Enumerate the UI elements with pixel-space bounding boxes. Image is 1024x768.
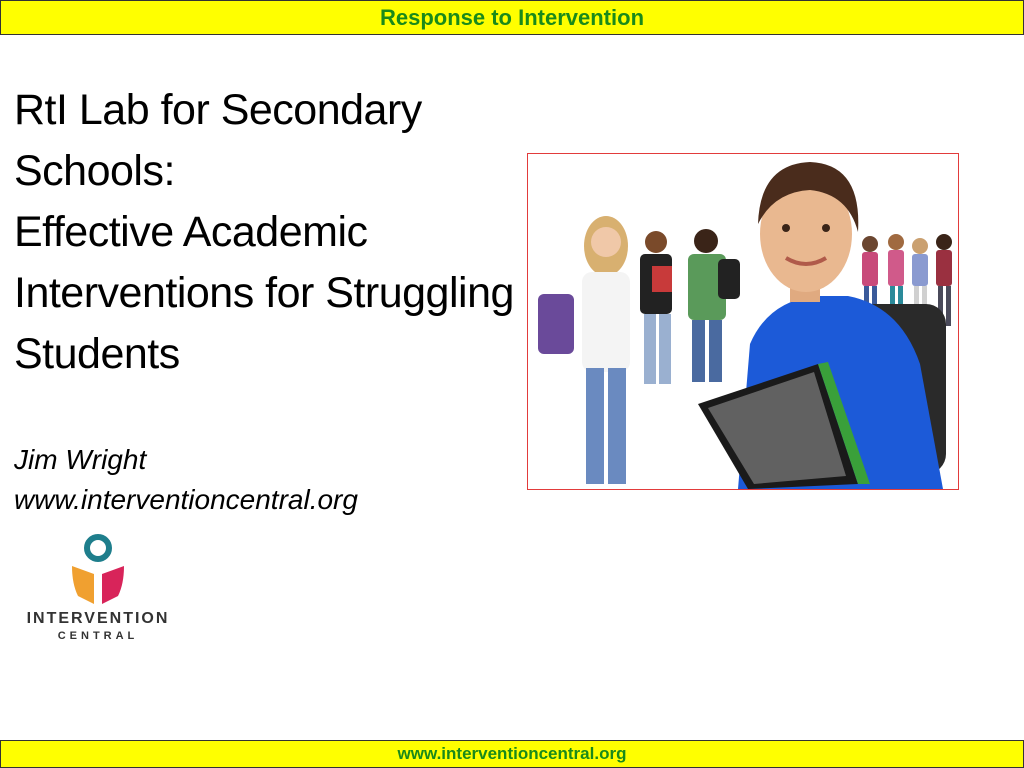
- students-photo: [527, 153, 959, 490]
- author-website[interactable]: www.interventioncentral.org: [14, 484, 358, 515]
- footer-url[interactable]: www.interventioncentral.org: [397, 744, 627, 763]
- header-title: Response to Intervention: [379, 5, 645, 30]
- logo-wordmark-line1: INTERVENTION: [26, 610, 170, 627]
- intervention-central-logo: [18, 532, 178, 647]
- slide-title: [14, 80, 524, 385]
- title-line-2: Schools:: [14, 147, 175, 195]
- logo-mark-icon: [18, 532, 178, 610]
- title-line-1: RtI Lab for Secondary: [14, 86, 422, 134]
- footer-banner: [0, 740, 1024, 768]
- header-banner: [0, 0, 1024, 35]
- logo-wordmark-line2: CENTRAL: [57, 630, 139, 642]
- author-block: [14, 440, 358, 520]
- title-line-4: Interventions for Struggling: [14, 269, 514, 317]
- title-line-5: Students: [14, 330, 180, 378]
- title-line-3: Effective Academic: [14, 208, 368, 256]
- author-name: Jim Wright: [14, 444, 147, 475]
- students-illustration: [528, 154, 958, 489]
